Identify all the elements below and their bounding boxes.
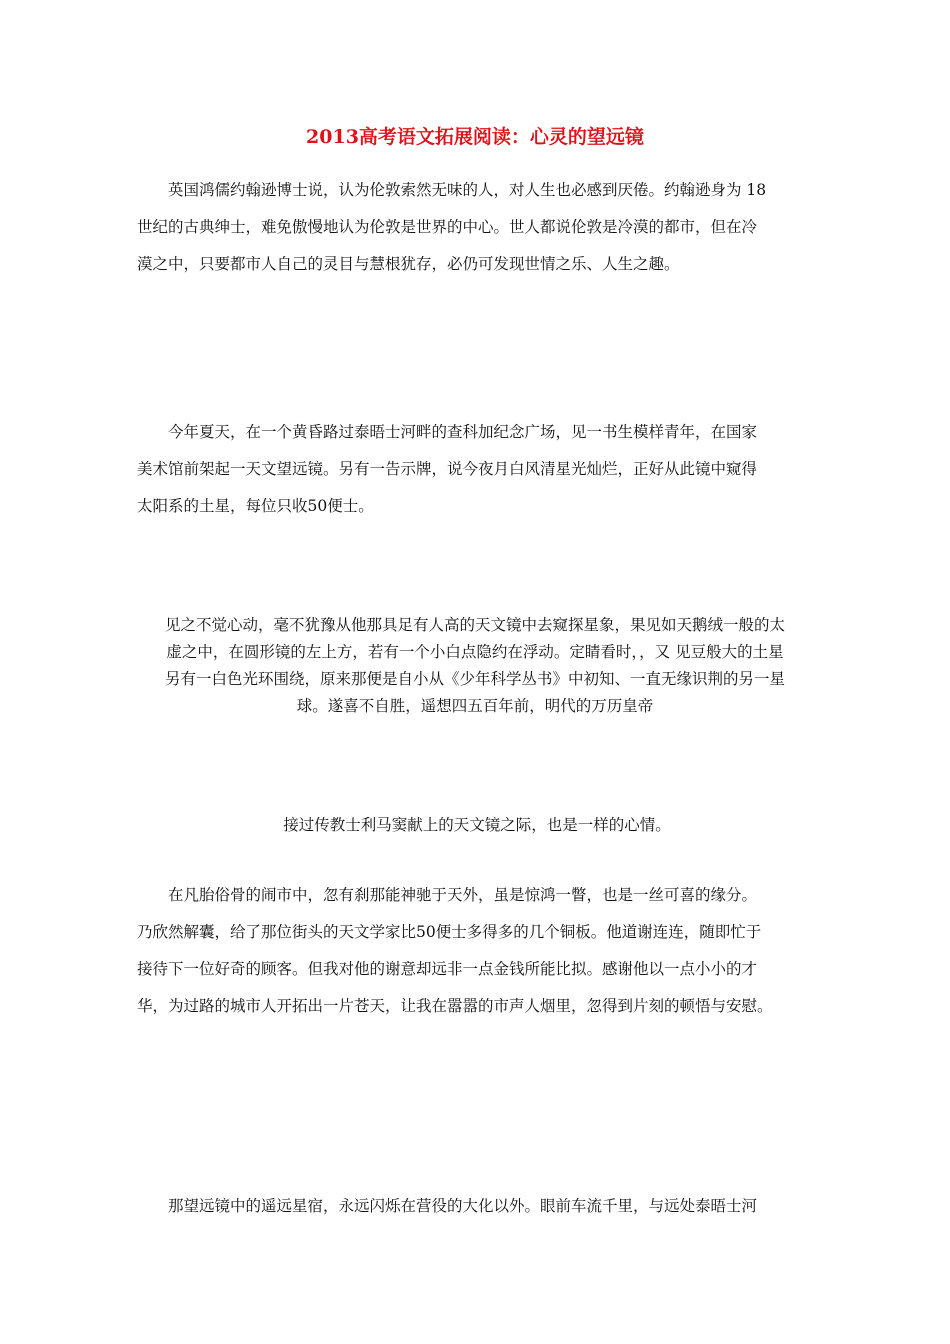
paragraph-5 (137, 877, 817, 1025)
paragraph-4 (137, 812, 817, 839)
paragraph-5-line-2: 乃欣然解囊，给了那位街头的天文学家比50便士多得多的几个铜板。他道谢连连，随即忙于 (137, 923, 762, 941)
paragraph-2 (137, 414, 817, 525)
paragraph-2-line-3: 太阳系的土星，每位只收50便士。 (137, 497, 374, 515)
article-title: 2013高考语文拓展阅读：心灵的望远镜 (306, 126, 644, 148)
paragraph-4-line-1: 接过传教士利马窦献上的天文镜之际，也是一样的心情。 (283, 816, 671, 834)
paragraph-2-line-1: 今年夏天，在一个黄昏路过泰晤士河畔的查科加纪念广场，见一书生模样青年，在国家 (168, 423, 758, 441)
paragraph-3 (130, 612, 820, 720)
paragraph-3-line-2: 虚之中，在圆形镜的左上方，若有一个小白点隐约在浮动。定睛看时，，又 见豆般大的土星 (166, 643, 784, 661)
paragraph-5-line-3: 接待下一位好奇的顾客。但我对他的谢意却远非一点金钱所能比拟。感谢他以一点小小的才 (137, 960, 758, 978)
paragraph-5-line-4: 华，为过路的城市人开拓出一片苍天，让我在嚣嚣的市声人烟里，忽得到片刻的顿悟与安慰。 (137, 997, 773, 1015)
paragraph-1-line-2: 世纪的古典绅士，难免傲慢地认为伦敦是世界的中心。世人都说伦敦是冷漠的都市，但在冷 (137, 218, 758, 236)
paragraph-3-line-3: 另有一白色光环围绕，原来那便是自小从《少年科学丛书》中初知、一直无缘识荆的另一星 (164, 670, 785, 688)
paragraph-5-line-1: 在凡胎俗骨的闹市中，忽有刹那能神驰于天外，虽是惊鸿一瞥，也是一丝可喜的缘分。 (168, 886, 758, 904)
paragraph-1-line-1: 英国鸿儒约翰逊博士说，认为伦敦索然无味的人，对人生也必感到厌倦。约翰逊身为 18 (168, 181, 767, 199)
paragraph-6-line-1: 那望远镜中的遥远星宿，永远闪烁在营役的大化以外。眼前车流千里，与远处泰晤士河 (168, 1197, 758, 1215)
paragraph-2-line-2: 美术馆前架起一天文望远镜。另有一告示牌，说今夜月白风清星光灿烂，正好从此镜中窥得 (137, 460, 758, 478)
paragraph-3-line-1: 见之不觉心动，毫不犹豫从他那具足有人高的天文镜中去窥探星象，果见如天鹅绒一般的太 (164, 616, 785, 634)
paragraph-1 (137, 172, 817, 283)
paragraph-1-line-3: 漠之中，只要都市人自己的灵目与慧根犹存，必仍可发现世情之乐、人生之趣。 (137, 255, 680, 273)
paragraph-6 (137, 1188, 817, 1225)
paragraph-3-line-4: 球。遂喜不自胜，遥想四五百年前，明代的万历皇帝 (296, 697, 654, 715)
